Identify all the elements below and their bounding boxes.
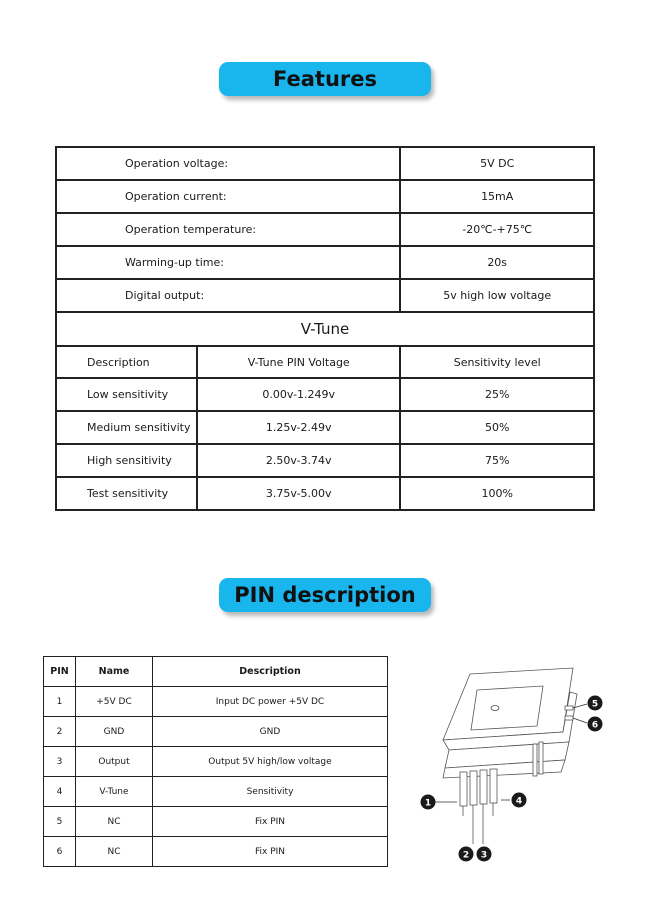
table-header-row bbox=[56, 346, 594, 378]
sensor-board-illustration bbox=[443, 668, 577, 844]
features-heading bbox=[219, 62, 431, 96]
sensitivity-level: 100% bbox=[400, 477, 594, 510]
pin-name: NC bbox=[76, 837, 153, 867]
pin-number: 3 bbox=[44, 747, 76, 777]
table-row bbox=[56, 411, 594, 444]
pin-number: 5 bbox=[44, 807, 76, 837]
pin-description: Fix PIN bbox=[153, 837, 388, 867]
svg-text:5: 5 bbox=[591, 699, 599, 710]
table-row bbox=[56, 147, 594, 180]
features-table bbox=[55, 146, 595, 511]
sensitivity-description: Medium sensitivity bbox=[56, 411, 197, 444]
table-row bbox=[56, 312, 594, 346]
pin-name: +5V DC bbox=[76, 687, 153, 717]
column-header: Name bbox=[76, 657, 153, 687]
svg-text:6: 6 bbox=[591, 720, 599, 731]
table-row bbox=[44, 717, 388, 747]
pin-description: Input DC power +5V DC bbox=[153, 687, 388, 717]
pin-callout-4 bbox=[512, 793, 527, 808]
sensitivity-level: 75% bbox=[400, 444, 594, 477]
pin-voltage: 2.50v-3.74v bbox=[197, 444, 400, 477]
sensitivity-description: High sensitivity bbox=[56, 444, 197, 477]
svg-text:2: 2 bbox=[462, 850, 470, 861]
column-header: Sensitivity level bbox=[400, 346, 594, 378]
pin-name: Output bbox=[76, 747, 153, 777]
pin-voltage: 0.00v-1.249v bbox=[197, 378, 400, 411]
table-row bbox=[56, 180, 594, 213]
column-header: Description bbox=[153, 657, 388, 687]
column-header: Description bbox=[56, 346, 197, 378]
pin-table bbox=[43, 656, 388, 867]
feature-value: -20℃-+75℃ bbox=[400, 213, 594, 246]
pin-description: Output 5V high/low voltage bbox=[153, 747, 388, 777]
vtune-title: V-Tune bbox=[56, 312, 594, 346]
pin-name: NC bbox=[76, 807, 153, 837]
table-row bbox=[56, 246, 594, 279]
feature-label: Operation current: bbox=[56, 180, 400, 213]
pin-description: GND bbox=[153, 717, 388, 747]
pin-callout-3 bbox=[477, 847, 492, 862]
sensor-pin-diagram bbox=[415, 660, 615, 870]
sensitivity-level: 50% bbox=[400, 411, 594, 444]
svg-text:1: 1 bbox=[424, 798, 432, 809]
table-row bbox=[56, 477, 594, 510]
pin-voltage: 3.75v-5.00v bbox=[197, 477, 400, 510]
pin-number: 4 bbox=[44, 777, 76, 807]
column-header: V-Tune PIN Voltage bbox=[197, 346, 400, 378]
column-header: PIN bbox=[44, 657, 76, 687]
feature-label: Warming-up time: bbox=[56, 246, 400, 279]
feature-value: 15mA bbox=[400, 180, 594, 213]
feature-label: Operation temperature: bbox=[56, 213, 400, 246]
svg-text:4: 4 bbox=[515, 796, 523, 807]
pin-description-heading bbox=[219, 578, 431, 612]
table-row bbox=[44, 837, 388, 867]
svg-text:3: 3 bbox=[480, 850, 488, 861]
table-header-row bbox=[44, 657, 388, 687]
sensitivity-description: Low sensitivity bbox=[56, 378, 197, 411]
pin-name: GND bbox=[76, 717, 153, 747]
sensitivity-description: Test sensitivity bbox=[56, 477, 197, 510]
feature-value: 20s bbox=[400, 246, 594, 279]
pin-callout-6 bbox=[588, 717, 603, 732]
pin-description: Fix PIN bbox=[153, 807, 388, 837]
table-row bbox=[56, 213, 594, 246]
pin-callout-5 bbox=[588, 696, 603, 711]
table-row bbox=[56, 378, 594, 411]
table-row bbox=[56, 444, 594, 477]
table-row bbox=[44, 807, 388, 837]
pin-description: Sensitivity bbox=[153, 777, 388, 807]
feature-value: 5V DC bbox=[400, 147, 594, 180]
table-row bbox=[44, 687, 388, 717]
pin-number: 2 bbox=[44, 717, 76, 747]
pin-callout-1 bbox=[421, 795, 436, 810]
pin-callout-2 bbox=[459, 847, 474, 862]
pin-name: V-Tune bbox=[76, 777, 153, 807]
sensitivity-level: 25% bbox=[400, 378, 594, 411]
feature-label: Operation voltage: bbox=[56, 147, 400, 180]
table-row bbox=[44, 777, 388, 807]
table-row bbox=[44, 747, 388, 777]
features-heading-text: Features bbox=[273, 67, 377, 91]
pin-number: 6 bbox=[44, 837, 76, 867]
pin-voltage: 1.25v-2.49v bbox=[197, 411, 400, 444]
table-row bbox=[56, 279, 594, 312]
feature-value: 5v high low voltage bbox=[400, 279, 594, 312]
feature-label: Digital output: bbox=[56, 279, 400, 312]
pin-number: 1 bbox=[44, 687, 76, 717]
pin-description-heading-text: PIN description bbox=[234, 583, 416, 607]
